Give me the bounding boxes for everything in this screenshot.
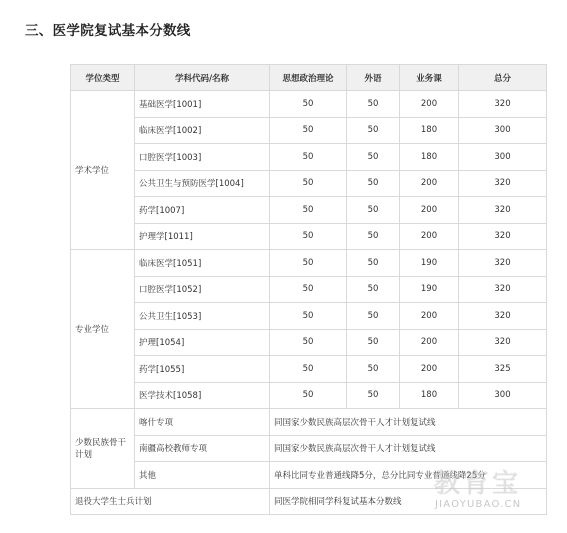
total-cell: 300 [459,144,547,171]
requirement-cell: 同医学院相同学科复试基本分数线 [270,488,547,515]
requirement-cell: 同国家少数民族高层次骨干人才计划复试线 [270,409,547,436]
subject-cell: 口腔医学[1003] [135,144,270,171]
table-row [71,329,547,356]
total-cell: 320 [459,250,547,277]
major-cell: 200 [400,197,459,224]
table-row [71,117,547,144]
major-cell: 200 [400,356,459,383]
score-table [70,64,547,515]
major-cell: 200 [400,303,459,330]
watermark-text: 教育宝 [434,469,522,499]
category-cell: 退役大学生士兵计划 [71,488,270,515]
total-cell: 320 [459,197,547,224]
requirement-cell: 同国家少数民族高层次骨干人才计划复试线 [270,435,547,462]
total-cell: 320 [459,276,547,303]
subject-cell: 公共卫生[1053] [135,303,270,330]
table-row [71,462,547,489]
watermark-url: JIAOYUBAO.CN [435,499,522,510]
politics-cell: 50 [270,223,347,250]
total-cell: 300 [459,117,547,144]
header-foreign-language: 外语 [347,65,400,91]
subject-cell: 喀什专项 [135,409,270,436]
category-cell: 少数民族骨干计划 [71,409,135,489]
header-subject: 学科代码/名称 [135,65,270,91]
requirement-cell: 单科比同专业普通线降5分，总分比同专业普通线降25分 [270,462,547,489]
language-cell: 50 [347,356,400,383]
politics-cell: 50 [270,91,347,118]
major-cell: 200 [400,223,459,250]
language-cell: 50 [347,250,400,277]
table-row [71,223,547,250]
politics-cell: 50 [270,170,347,197]
major-cell: 200 [400,91,459,118]
subject-cell: 药学[1007] [135,197,270,224]
politics-cell: 50 [270,197,347,224]
major-cell: 180 [400,382,459,409]
major-cell: 190 [400,276,459,303]
politics-cell: 50 [270,250,347,277]
table-row [71,144,547,171]
table-row [71,197,547,224]
table-row [71,276,547,303]
header-politics: 思想政治理论 [270,65,347,91]
subject-cell: 医学技术[1058] [135,382,270,409]
subject-cell: 护理学[1011] [135,223,270,250]
table-header-row [71,65,547,91]
total-cell: 320 [459,170,547,197]
major-cell: 180 [400,144,459,171]
table-row [71,409,547,436]
major-cell: 190 [400,250,459,277]
subject-cell: 护理[1054] [135,329,270,356]
header-total: 总分 [459,65,547,91]
politics-cell: 50 [270,276,347,303]
language-cell: 50 [347,144,400,171]
total-cell: 320 [459,303,547,330]
table-row [71,250,547,277]
header-degree-type: 学位类型 [71,65,135,91]
subject-cell: 口腔医学[1052] [135,276,270,303]
category-cell: 学术学位 [71,91,135,250]
language-cell: 50 [347,276,400,303]
table-row [71,435,547,462]
major-cell: 200 [400,170,459,197]
politics-cell: 50 [270,356,347,383]
subject-cell: 南疆高校教师专项 [135,435,270,462]
subject-cell: 基础医学[1001] [135,91,270,118]
table-row [71,170,547,197]
subject-cell: 临床医学[1002] [135,117,270,144]
table-row [71,303,547,330]
subject-cell: 其他 [135,462,270,489]
total-cell: 320 [459,91,547,118]
politics-cell: 50 [270,329,347,356]
total-cell: 325 [459,356,547,383]
language-cell: 50 [347,117,400,144]
total-cell: 300 [459,382,547,409]
politics-cell: 50 [270,303,347,330]
table-row [71,382,547,409]
language-cell: 50 [347,170,400,197]
page-title: 三、医学院复试基本分数线 [25,23,191,39]
politics-cell: 50 [270,144,347,171]
table-row [71,356,547,383]
total-cell: 320 [459,329,547,356]
category-cell: 专业学位 [71,250,135,409]
language-cell: 50 [347,329,400,356]
subject-cell: 临床医学[1051] [135,250,270,277]
table-row [71,91,547,118]
language-cell: 50 [347,197,400,224]
table-row [71,488,547,515]
subject-cell: 公共卫生与预防医学[1004] [135,170,270,197]
language-cell: 50 [347,382,400,409]
language-cell: 50 [347,223,400,250]
total-cell: 320 [459,223,547,250]
language-cell: 50 [347,91,400,118]
politics-cell: 50 [270,382,347,409]
header-major-course: 业务课 [400,65,459,91]
language-cell: 50 [347,303,400,330]
major-cell: 180 [400,117,459,144]
subject-cell: 药学[1055] [135,356,270,383]
major-cell: 200 [400,329,459,356]
politics-cell: 50 [270,117,347,144]
